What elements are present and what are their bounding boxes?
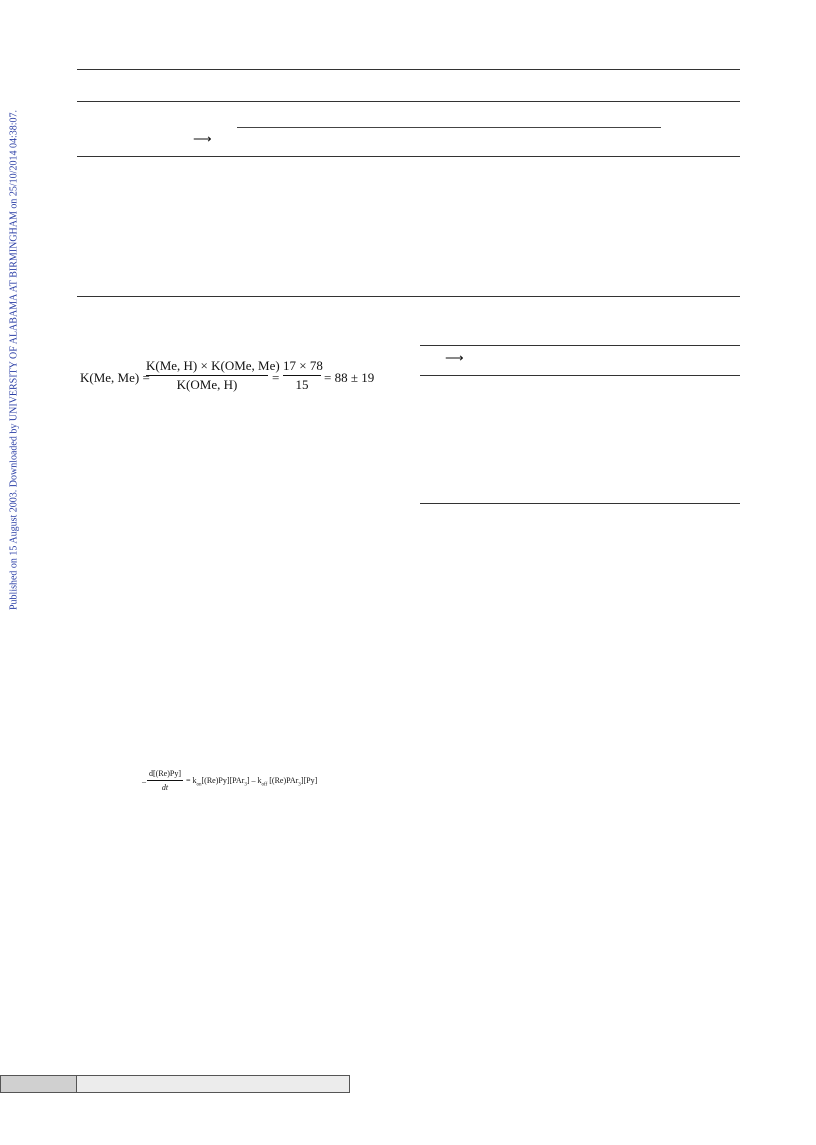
eq1-result: = 88 ± 19 (324, 370, 375, 385)
eq1-frac2-denominator: 15 (295, 377, 309, 392)
table2-arrow: ⟶ (445, 350, 464, 365)
equation-k-me-me (80, 358, 380, 398)
eq1-frac2-numerator: 17 × 78 (283, 358, 323, 373)
table1-header-rule (77, 101, 740, 102)
eq1-frac1-denominator: K(OMe, H) (176, 377, 238, 392)
download-notice-sidebar (0, 0, 28, 720)
table1-arrow: ⟶ (193, 131, 212, 146)
table1-subheader-rule (77, 156, 740, 157)
eq2-frac-numerator: d[(Re)Py] (149, 769, 181, 778)
eq1-frac1-bar (146, 375, 268, 376)
eq2-term1-sub: 3 (244, 782, 247, 788)
eq2-term1-end: ] – k (246, 776, 262, 785)
table2-top-rule (420, 345, 740, 346)
eq1-frac1-numerator: K(Me, H) × K(OMe, Me) (146, 358, 280, 373)
equation-rate-law (142, 768, 362, 800)
footer-bar (0, 1075, 350, 1093)
eq2-term2-end: ][Py] (300, 776, 318, 785)
eq2-rhs-k-on: = k (186, 776, 197, 785)
eq2-k-off-sub: off (261, 782, 268, 788)
table2-bottom-rule (420, 503, 740, 504)
eq1-frac2 (283, 358, 321, 393)
eq1-equals: = (272, 370, 280, 385)
table2-header-rule (420, 375, 740, 376)
eq2-frac (147, 768, 183, 793)
table1-span-rule (237, 127, 661, 128)
eq2-term1: [(Re)Py][PAr (201, 776, 245, 785)
download-notice-text: Published on 15 August 2003. Downloaded by UNIVERSITY OF ALABAMA AT BIRMINGHAM on 25/10/2014 04:38:07. (8, 109, 20, 611)
eq1-frac2-bar (283, 375, 321, 376)
eq2-frac-denominator: dt (161, 783, 169, 792)
eq2-rhs (186, 776, 317, 788)
eq2-term2-sub: 3 (298, 782, 301, 788)
eq1-frac1 (146, 358, 280, 393)
footer-bar-segment-right (77, 1076, 349, 1092)
eq2-frac-bar (147, 780, 183, 781)
eq2-term2: [(Re)PAr (269, 776, 299, 785)
table1-top-rule (77, 69, 740, 70)
table1-bottom-rule (77, 296, 740, 297)
eq2-k-on-sub: on (196, 782, 202, 788)
footer-bar-segment-left (1, 1076, 77, 1092)
eq1-lhs: K(Me, Me) = (80, 370, 150, 385)
eq2-minus: – (142, 777, 146, 786)
